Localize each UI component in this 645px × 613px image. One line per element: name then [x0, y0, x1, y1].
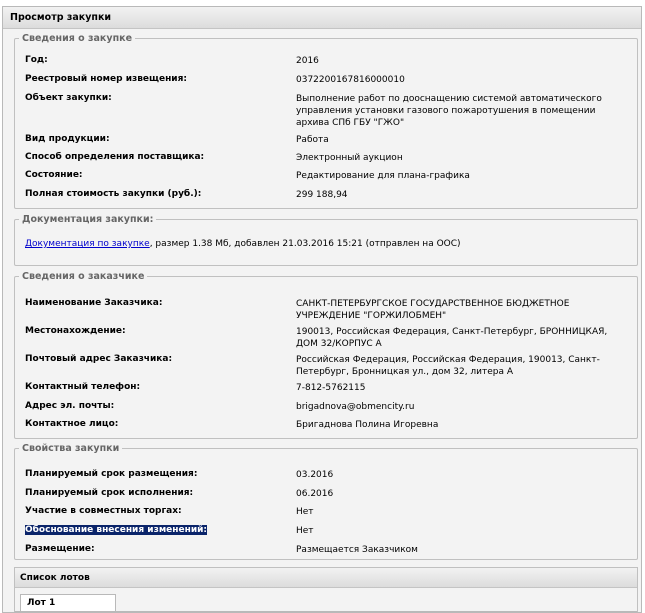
- customer-section: [14, 271, 638, 439]
- posting-label: Размещение:: [25, 544, 95, 554]
- lots-panel: [14, 567, 638, 613]
- purchase-info-section: [14, 33, 638, 209]
- execution-date-label: Планируемый срок исполнения:: [25, 488, 194, 498]
- method-label: Способ определения поставщика:: [25, 152, 205, 162]
- email-label: Адрес эл. почты:: [25, 401, 115, 411]
- state-value: Редактирование для плана-графика: [296, 171, 470, 181]
- documentation-link[interactable]: Документация по закупке: [25, 239, 150, 249]
- method-value: Электронный аукцион: [296, 153, 403, 163]
- posting-value: Размещается Заказчиком: [296, 545, 418, 555]
- object-value: Выполнение работ по дооснащению системой автоматического управления установки газового пожаротушения в помещении архива СПб ГБУ "ГЖО": [296, 94, 602, 128]
- postal-address-value: Российская Федерация, Российская Федерация, 190013, Санкт-Петербург, Бронницкая ул., дом 32, литера А: [296, 355, 600, 377]
- location-value: 190013, Российская Федерация, Санкт-Петербург, БРОННИЦКАЯ, ДОМ 32/КОРПУС А: [296, 327, 608, 349]
- postal-address-label: Почтовый адрес Заказчика:: [25, 354, 173, 364]
- reg-number-label: Реестровый номер извещения:: [25, 74, 187, 84]
- cost-label: Полная стоимость закупки (руб.):: [25, 189, 202, 199]
- tab-lot-1[interactable]: Лот 1: [20, 594, 116, 612]
- documentation-legend: Документация закупки:: [22, 214, 154, 225]
- reg-number-value: 0372200167816000010: [296, 75, 405, 85]
- location-label: Местонахождение:: [25, 326, 126, 336]
- contact-person-label: Контактное лицо:: [25, 419, 119, 429]
- customer-legend: Сведения о заказчике: [22, 271, 145, 282]
- joint-tender-value: Нет: [296, 507, 314, 517]
- documentation-info: , размер 1.38 Мб, добавлен 21.03.2016 15:21 (отправлен на ООС): [149, 239, 461, 249]
- properties-legend: Свойства закупки: [22, 443, 120, 454]
- object-label: Объект закупки:: [25, 93, 112, 103]
- properties-section: [14, 443, 638, 560]
- phone-label: Контактный телефон:: [25, 382, 141, 392]
- documentation-section: [14, 214, 638, 266]
- joint-tender-label: Участие в совместных торгах:: [25, 506, 182, 516]
- phone-value: 7-812-5762115: [296, 383, 366, 393]
- email-value: brigadnova@obmencity.ru: [296, 402, 415, 412]
- customer-name-value: САНКТ-ПЕТЕРБУРГСКОЕ ГОСУДАРСТВЕННОЕ БЮДЖЕТНОЕ УЧРЕЖДЕНИЕ "ГОРЖИЛОБМЕН": [296, 299, 570, 321]
- customer-name-label: Наименование Заказчика:: [25, 298, 163, 308]
- placement-date-label: Планируемый срок размещения:: [25, 469, 198, 479]
- execution-date-value: 06.2016: [296, 489, 334, 499]
- purchase-info-legend: Сведения о закупке: [22, 33, 133, 44]
- product-label: Вид продукции:: [25, 134, 110, 144]
- purchase-view-panel: [2, 6, 642, 613]
- year-label: Год:: [25, 55, 48, 65]
- state-label: Состояние:: [25, 170, 83, 180]
- contact-person-value: Бригаднова Полина Игоревна: [296, 420, 439, 430]
- placement-date-value: 03.2016: [296, 470, 334, 480]
- panel-title: Просмотр закупки: [3, 7, 641, 29]
- cost-value: 299 188,94: [296, 190, 348, 200]
- documentation-line: [25, 239, 461, 249]
- year-value: 2016: [296, 56, 319, 66]
- changes-reason-label: Обоснование внесения изменений:: [25, 525, 208, 535]
- product-value: Работа: [296, 135, 329, 145]
- lots-title: Список лотов: [15, 568, 637, 588]
- changes-reason-value: Нет: [296, 526, 314, 536]
